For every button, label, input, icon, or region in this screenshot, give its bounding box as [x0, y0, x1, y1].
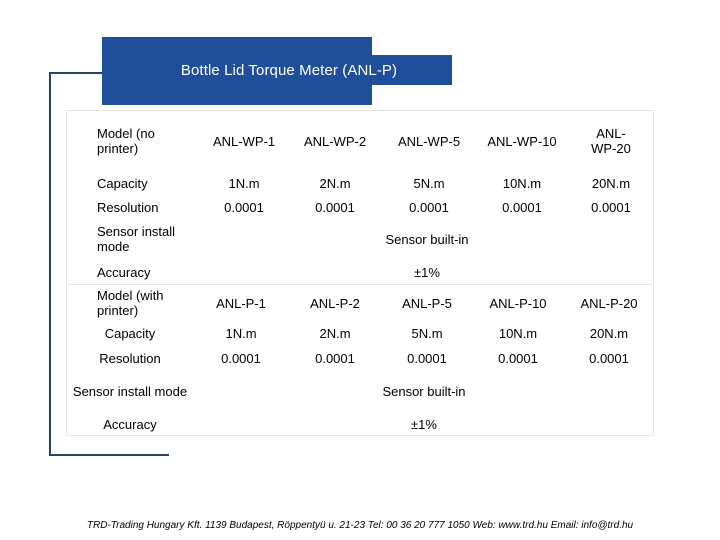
row-label-capacity: Capacity	[97, 175, 148, 191]
model-cell: ANL-WP-2	[303, 133, 367, 149]
resolution-cell: 0.0001	[409, 199, 449, 215]
spec-table-with-printer-panel	[66, 284, 654, 436]
resolution-cell: 0.0001	[221, 350, 261, 366]
capacity-cell: 10N.m	[502, 175, 542, 191]
model-cell: ANL-WP-5	[397, 133, 461, 149]
model-cell: ANL-P-10	[489, 295, 547, 311]
table-row-accuracy	[67, 259, 655, 285]
spec-table-no-printer	[67, 111, 655, 285]
model-cell: ANL-P-5	[402, 295, 452, 311]
table-row-accuracy	[67, 411, 655, 437]
capacity-cell: 1N.m	[228, 175, 260, 191]
page-title: Bottle Lid Torque Meter (ANL-P)	[180, 61, 398, 79]
row-label-model: Model (no printer)	[97, 126, 155, 156]
table-row-capacity	[67, 171, 655, 195]
row-label-accuracy: Accuracy	[97, 264, 151, 280]
title-banner	[102, 55, 452, 85]
footer-contact: TRD-Trading Hungary Kft. 1139 Budapest, Röppentyü u. 21-23 Tel: 00 36 20 777 1050 Web: www.trd.hu Email: info@trd.hu	[86, 520, 634, 531]
accuracy-value: ±1%	[414, 264, 440, 280]
table-row-model	[67, 285, 655, 321]
table-row-resolution	[67, 345, 655, 371]
capacity-cell: 10N.m	[498, 325, 538, 341]
resolution-cell: 0.0001	[589, 350, 629, 366]
row-label-resolution: Resolution	[97, 199, 159, 215]
spec-table-no-printer-panel	[66, 110, 654, 285]
capacity-cell: 5N.m	[413, 175, 445, 191]
install-mode-value: Sensor built-in	[385, 231, 469, 247]
capacity-cell: 5N.m	[411, 325, 443, 341]
capacity-cell: 20N.m	[589, 325, 629, 341]
capacity-cell: 1N.m	[225, 325, 257, 341]
model-cell: ANL-P-1	[216, 295, 266, 311]
row-label-model: Model (with printer)	[97, 288, 164, 318]
capacity-cell: 2N.m	[319, 325, 351, 341]
model-cell: ANL-P-2	[310, 295, 360, 311]
table-row-install-mode	[67, 371, 655, 411]
resolution-cell: 0.0001	[407, 350, 447, 366]
row-label-capacity: Capacity	[104, 325, 156, 341]
resolution-cell: 0.0001	[315, 350, 355, 366]
frame-line-bottom	[49, 454, 169, 456]
capacity-cell: 20N.m	[591, 175, 631, 191]
row-label-install-mode: Sensor install mode	[97, 224, 176, 254]
row-label-resolution: Resolution	[99, 350, 161, 366]
model-cell: ANL-WP-10	[487, 133, 557, 149]
model-cell: ANL-P-20	[580, 295, 638, 311]
table-row-model	[67, 111, 655, 171]
model-cell: ANL-WP-20	[591, 126, 631, 156]
row-label-accuracy: Accuracy	[103, 416, 157, 432]
capacity-cell: 2N.m	[319, 175, 351, 191]
resolution-cell: 0.0001	[315, 199, 355, 215]
spec-table-with-printer	[67, 285, 655, 437]
table-row-resolution	[67, 195, 655, 219]
row-label-install-mode: Sensor install mode	[72, 383, 188, 399]
resolution-cell: 0.0001	[591, 199, 631, 215]
resolution-cell: 0.0001	[224, 199, 264, 215]
model-cell: ANL-WP-1	[212, 133, 276, 149]
table-row-capacity	[67, 321, 655, 345]
frame-line-left	[49, 72, 51, 455]
resolution-cell: 0.0001	[498, 350, 538, 366]
resolution-cell: 0.0001	[502, 199, 542, 215]
table-row-install-mode	[67, 219, 655, 259]
accuracy-value: ±1%	[411, 416, 437, 432]
frame-line-top	[50, 72, 102, 74]
install-mode-value: Sensor built-in	[382, 383, 466, 399]
